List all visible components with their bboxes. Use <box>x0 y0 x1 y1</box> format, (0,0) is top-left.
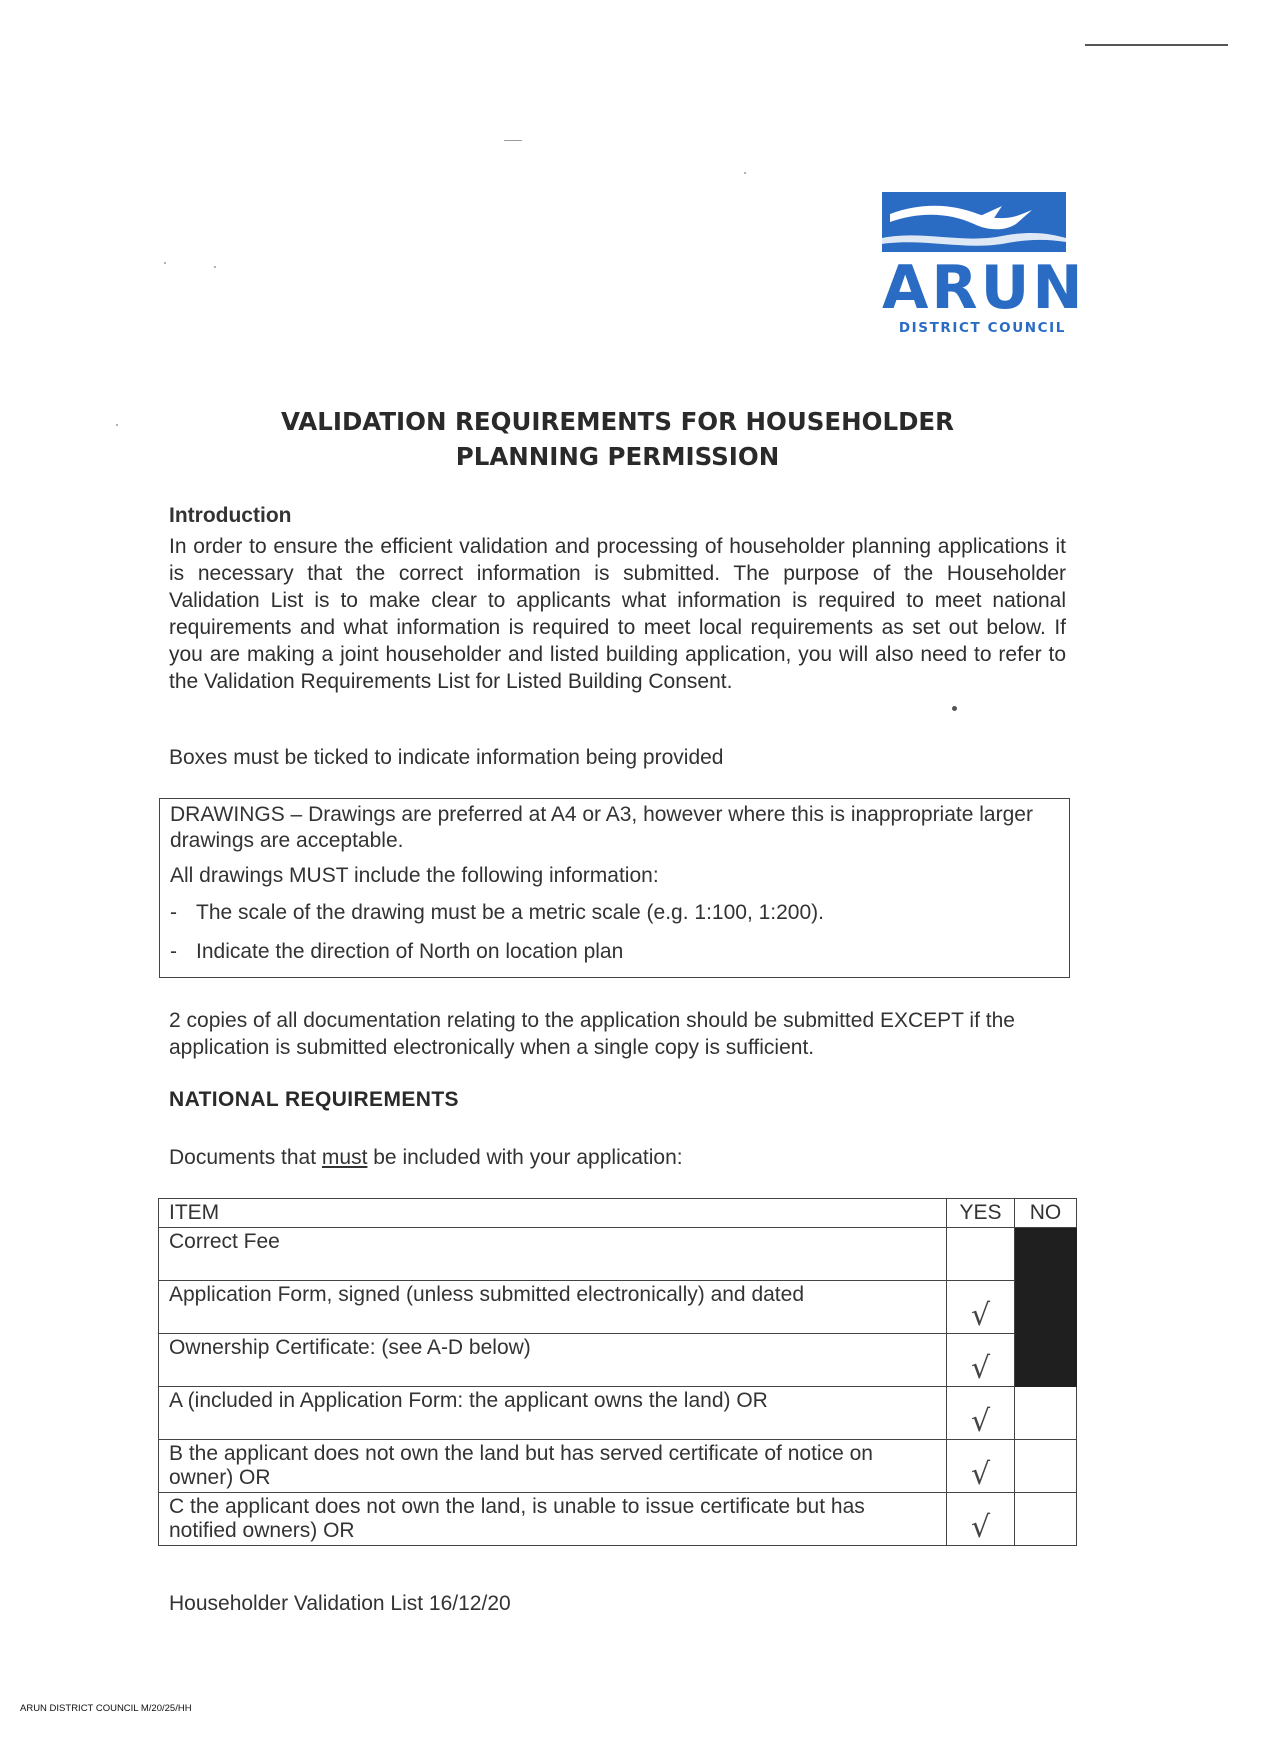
introduction-text: In order to ensure the efficient validation and processing of householder planning applications it is necessary that the correct information is submitted. The purpose of the Householder Validation List is to make clear to applicants what information is required to meet national requirements and what information is required to meet local requirements as set out below. If you are making a joint householder and listed building application, you will also need to refer to the Validation Requirements List for Listed Building Consent. <box>169 535 1066 693</box>
must-emphasis: must <box>321 1146 368 1169</box>
council-logo <box>882 192 1086 336</box>
drawings-item-scale: The scale of the drawing must be a metric scale (e.g. 1:100, 1:200). <box>196 901 824 924</box>
tick-icon: √ <box>970 1457 991 1492</box>
yes-checkbox[interactable] <box>947 1334 1015 1387</box>
drawings-item-north: Indicate the direction of North on location plan <box>196 940 624 963</box>
requirements-table <box>158 1198 1077 1546</box>
list-dash: - <box>170 940 177 963</box>
national-requirements-heading: NATIONAL REQUIREMENTS <box>169 1088 459 1111</box>
footer-version: Householder Validation List 16/12/20 <box>169 1592 511 1615</box>
introduction-heading: Introduction <box>169 504 292 527</box>
row-item-certificate-a: A (included in Application Form: the applicant owns the land) OR <box>159 1387 947 1440</box>
title-line-1: VALIDATION REQUIREMENTS FOR HOUSEHOLDER <box>280 407 955 436</box>
scan-speck <box>952 706 957 711</box>
yes-checkbox[interactable] <box>947 1387 1015 1440</box>
no-checkbox[interactable] <box>1015 1387 1077 1440</box>
table-row <box>159 1228 1077 1281</box>
table-row <box>159 1334 1077 1387</box>
drawings-paragraph: DRAWINGS – Drawings are preferred at A4 or A3, however where this is inappropriate larger drawings are acceptable. <box>170 803 1033 852</box>
row-item-correct-fee: Correct Fee <box>159 1228 947 1281</box>
copies-note: 2 copies of all documentation relating to the application should be submitted EXCEPT if the application is submitted electronically when a single copy is sufficient. <box>169 1009 1015 1059</box>
title-line-2: PLANNING PERMISSION <box>455 442 780 471</box>
documents-must-intro: Documents that must be included with your application: <box>169 1146 683 1169</box>
no-cell-shaded <box>1015 1228 1077 1281</box>
row-item-certificate-b: B the applicant does not own the land but has served certificate of notice on owner) OR <box>159 1440 947 1493</box>
document-reference-stamp: ARUN DISTRICT COUNCIL M/20/25/HH <box>20 1703 192 1714</box>
row-item-application-form: Application Form, signed (unless submitted electronically) and dated <box>159 1281 947 1334</box>
yes-checkbox[interactable] <box>947 1281 1015 1334</box>
header-yes: YES <box>947 1199 1015 1228</box>
table-row <box>159 1281 1077 1334</box>
drawings-list-item <box>170 901 824 925</box>
no-cell-shaded <box>1015 1334 1077 1387</box>
no-cell-shaded <box>1015 1281 1077 1334</box>
scan-speck <box>214 266 216 268</box>
table-header-row <box>159 1199 1077 1228</box>
header-no: NO <box>1015 1199 1077 1228</box>
scan-speck <box>164 262 166 264</box>
boxes-note: Boxes must be ticked to indicate information being provided <box>169 746 724 769</box>
tick-icon: √ <box>970 1404 991 1439</box>
logo-wordmark: ARUN <box>882 253 1086 323</box>
no-checkbox[interactable] <box>1015 1493 1077 1546</box>
drawings-list-item <box>170 940 623 964</box>
seagull-waves-icon <box>882 192 1066 252</box>
table-row <box>159 1493 1077 1546</box>
header-item: ITEM <box>159 1199 947 1228</box>
scan-speck <box>504 140 522 141</box>
row-item-ownership-certificate: Ownership Certificate: (see A-D below) <box>159 1334 947 1387</box>
tick-icon: √ <box>970 1298 991 1333</box>
yes-checkbox[interactable] <box>947 1228 1015 1281</box>
page-title <box>170 404 1065 474</box>
logo-subtitle: DISTRICT COUNCIL <box>898 320 1066 336</box>
list-dash: - <box>170 901 177 924</box>
tick-icon: √ <box>970 1510 991 1545</box>
scan-speck <box>744 172 746 174</box>
scan-speck <box>116 424 118 426</box>
no-checkbox[interactable] <box>1015 1440 1077 1493</box>
drawings-must-include: All drawings MUST include the following information: <box>170 864 659 887</box>
scan-edge-line <box>1085 44 1228 46</box>
yes-checkbox[interactable] <box>947 1493 1015 1546</box>
table-row <box>159 1440 1077 1493</box>
drawings-requirements-box <box>159 798 1070 978</box>
yes-checkbox[interactable] <box>947 1440 1015 1493</box>
table-row <box>159 1387 1077 1440</box>
row-item-certificate-c: C the applicant does not own the land, is unable to issue certificate but has notified owners) OR <box>159 1493 947 1546</box>
tick-icon: √ <box>970 1351 991 1386</box>
